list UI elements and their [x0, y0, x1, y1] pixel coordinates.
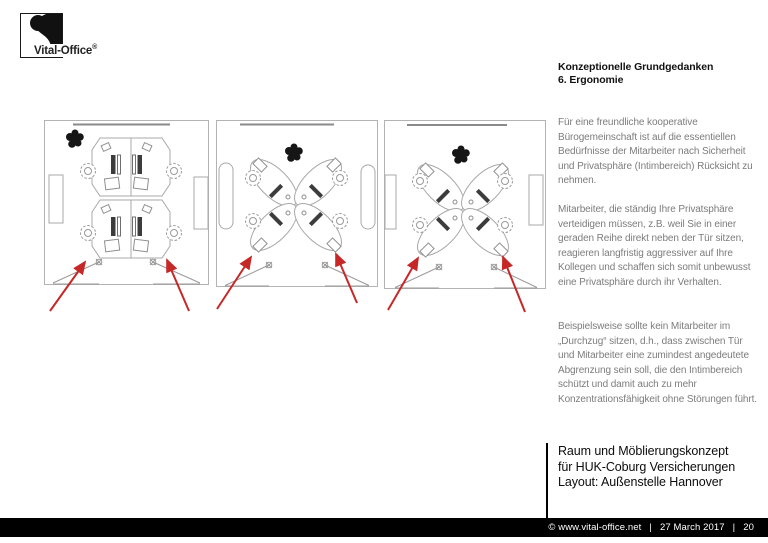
footer-separator: | — [732, 522, 736, 533]
body-paragraph-3: Beispielsweise sollte kein Mitarbeiter im „Durchzug“ sitzen, d.h., dass zwischen Tür und Mitarbeiter eine zumindest angedeutete Abgrenzung sein soll, die den Intimbereich schützt und damit auch zu mehr Konzentrationsfähigkeit ohne Störungen führt. — [558, 321, 757, 405]
floorplan-cross-layout-1 — [212, 113, 382, 318]
footer-page-number: 20 — [743, 522, 754, 533]
desk-cluster — [410, 157, 516, 263]
project-caption-line3: Layout: Außenstelle Hannover — [558, 475, 723, 489]
caption-divider-line — [546, 443, 548, 518]
floorplan-linear-layout — [43, 113, 210, 318]
floorplan-cross-layout-2 — [382, 113, 550, 318]
page-title — [558, 61, 768, 87]
vital-office-logo — [20, 13, 170, 65]
logo-brand-text — [33, 44, 98, 57]
annotation-arrow-icons — [388, 257, 525, 312]
footer-copyright: © www.vital-office.net — [548, 522, 642, 533]
footer-bar — [0, 518, 768, 537]
plant-icon — [452, 146, 470, 164]
door-swings — [53, 259, 200, 284]
page-title-line2: 6. Ergonomie — [558, 74, 624, 86]
plant-icon — [285, 144, 303, 162]
logo-brand: Vital-Office — [34, 44, 93, 57]
plant-icon — [66, 130, 84, 148]
body-paragraph-2: Mitarbeiter, die ständig Ihre Privatsphäre verteidigen müssen, z.B. weil Sie in einer geraden Reihe direkt neben der Tür sitzen, reagieren langfristig aggressiver auf Ihre Kollegen und schaffen sich somit unbewusst eine Privatsphäre durch ihr Verhalten. — [558, 204, 751, 288]
desk-cluster — [243, 152, 349, 258]
page-title-line1: Konzeptionelle Grundgedanken — [558, 61, 714, 73]
body-paragraph-1: Für eine freundliche kooperative Bürogemeinschaft ist auf die essentiellen Bedürfnisse der Mitarbeiter nach Sicherheit und Privatsphäre (Intimbereich) Rücksicht zu nehmen. — [558, 117, 753, 186]
project-caption — [558, 444, 768, 491]
footer-separator: | — [649, 522, 652, 533]
annotation-arrow-icons — [217, 254, 357, 309]
footer-date: 27 March 2017 — [659, 522, 725, 533]
project-caption-line1: Raum und Möblierungskonzept — [558, 444, 729, 458]
project-caption-line2: für HUK-Coburg Versicherungen — [558, 459, 736, 474]
registered-mark: ® — [92, 44, 98, 51]
desk-cluster — [92, 138, 170, 258]
door-swings — [395, 264, 537, 288]
text-column — [558, 0, 768, 520]
annotation-arrow-icons — [50, 260, 189, 311]
floorplans-row — [43, 113, 555, 318]
